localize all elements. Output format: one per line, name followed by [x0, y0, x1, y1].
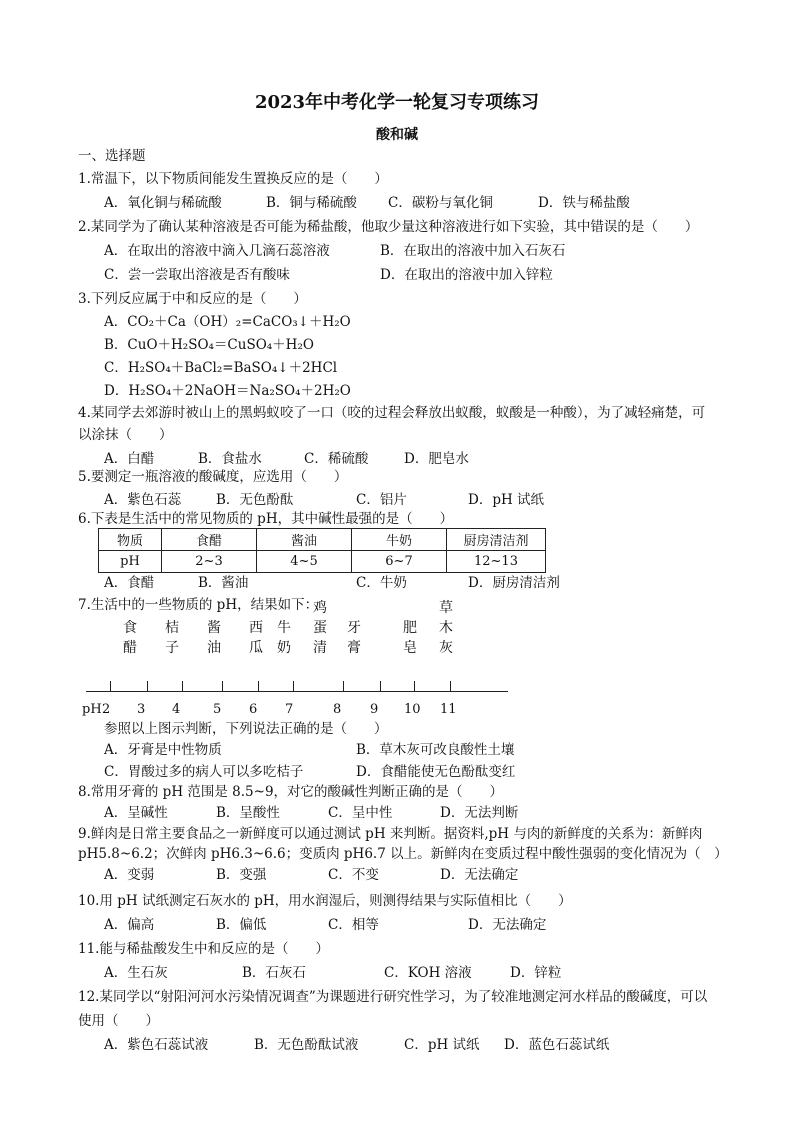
ph-scale-number: 10 — [404, 702, 421, 717]
q3-option-b: B．CuO＋H₂SO₄＝CuSO₄＋H₂O — [104, 337, 314, 353]
ph-scale-number: 4 — [172, 702, 181, 717]
question-4-stem-line1: 4.某同学去郊游时被山上的黑蚂蚁咬了一口（咬的过程会释放出蚁酸，蚁酸是一种酸），为了减轻痛楚，可 — [78, 405, 706, 421]
q10-option-d: D．无法确定 — [468, 917, 547, 933]
ph-item-label-watermelon: 西 — [249, 620, 263, 636]
question-12-stem-line1: 12.某同学以“射阳河河水污染情况调查”为课题进行研究性学习，为了较准地测定河水样品的酸碱度，可以 — [78, 989, 708, 1005]
question-11-stem: 11.能与稀盐酸发生中和反应的是（ ） — [78, 941, 329, 957]
q8-option-b: B．呈酸性 — [216, 805, 280, 821]
ph-table — [98, 528, 546, 573]
q8-option-c: C．呈中性 — [328, 805, 393, 821]
ph-item-label-orange: 桔 — [165, 620, 179, 636]
ph-scale-tick — [414, 681, 415, 691]
ph-scale-tick — [222, 681, 223, 691]
ph-table-cell: 酱油 — [257, 529, 352, 551]
ph-table-cell: 牛奶 — [352, 529, 447, 551]
ph-scale-tick — [258, 681, 259, 691]
ph-scale-tick — [343, 681, 344, 691]
ph-scale-tick — [147, 681, 148, 691]
ph-scale-tick — [380, 681, 381, 691]
ph-scale-number: 8 — [333, 702, 342, 717]
ph-item-label-egg-white: 鸡 — [313, 600, 327, 616]
ph-item-label-plant-ash: 草 — [439, 600, 453, 616]
q2-option-d: D．在取出的溶液中加入锌粒 — [380, 267, 553, 283]
q1-option-d: D．铁与稀盐酸 — [538, 195, 630, 211]
ph-item-label-vinegar: 醋 — [123, 640, 137, 656]
ph-table-cell: 4~5 — [257, 551, 352, 573]
ph-table-header-row — [99, 529, 546, 551]
q1-option-a: A．氧化铜与稀硫酸 — [104, 195, 222, 211]
ph-item-label-orange: 子 — [165, 640, 179, 656]
ph-table-cell: pH — [99, 551, 162, 573]
q5-option-a: A．紫色石蕊 — [104, 492, 182, 508]
question-12-stem-line2: 使用（ ） — [78, 1013, 159, 1029]
q12-option-b: B．无色酚酞试液 — [254, 1037, 359, 1053]
q9-option-d: D．无法确定 — [440, 867, 519, 883]
q5-option-c: C．铝片 — [356, 492, 407, 508]
ph-item-label-soy-sauce: 油 — [207, 640, 221, 656]
ph-item-label-soap: 肥 — [403, 620, 417, 636]
ph-scale-number: 5 — [213, 702, 222, 717]
q7-option-d: D．食醋能使无色酚酞变红 — [356, 764, 516, 780]
ph-item-label-soap: 皂 — [403, 640, 417, 656]
q4-option-a: A．白醋 — [104, 451, 155, 467]
q4-option-c: C．稀硫酸 — [304, 451, 369, 467]
ph-scale-tick — [450, 681, 451, 691]
q11-option-b: B．石灰石 — [242, 965, 306, 981]
ph-scale-number: 3 — [137, 702, 146, 717]
q5-option-b: B．无色酚酞 — [216, 492, 294, 508]
ph-item-label-milk: 牛 — [277, 620, 291, 636]
q8-option-a: A．呈碱性 — [104, 805, 168, 821]
ph-scale-tick — [182, 681, 183, 691]
q2-option-a: A．在取出的溶液中滴入几滴石蕊溶液 — [104, 243, 330, 259]
section-heading: 一、选择题 — [78, 148, 146, 164]
q12-option-a: A．紫色石蕊试液 — [104, 1037, 209, 1053]
ph-scale-prefix: pH — [82, 702, 102, 717]
ph-item-label-toothpaste: 牙 — [347, 620, 361, 636]
question-1-stem: 1.常温下，以下物质间能发生置换反应的是（ ） — [78, 171, 388, 187]
ph-item-label-plant-ash: 木 — [439, 620, 453, 636]
q7-option-a: A．牙膏是中性物质 — [104, 742, 222, 758]
q9-option-a: A．变弱 — [104, 867, 155, 883]
ph-table-value-row — [99, 551, 546, 573]
ph-table-cell: 2~3 — [162, 551, 257, 573]
question-5-stem: 5.要测定一瓶溶液的酸碱度，应选用（ ） — [78, 469, 348, 485]
ph-scale-tick — [293, 681, 294, 691]
q10-option-a: A．偏高 — [104, 917, 155, 933]
ph-table-cell: 6~7 — [352, 551, 447, 573]
q6-option-b: B．酱油 — [198, 575, 249, 591]
q3-option-c: C．H₂SO₄＋BaCl₂=BaSO₄↓＋2HCl — [104, 360, 338, 376]
q7-option-c: C．胃酸过多的病人可以多吃桔子 — [104, 764, 304, 780]
ph-item-label-milk: 奶 — [277, 640, 291, 656]
ph-table-cell: 厨房清洁剂 — [447, 529, 546, 551]
q10-option-b: B．偏低 — [216, 917, 267, 933]
q5-option-d: D．pH 试纸 — [468, 492, 545, 508]
ph-item-label-soy-sauce: 酱 — [207, 620, 221, 636]
q1-option-b: B．铜与稀硫酸 — [266, 195, 357, 211]
q10-option-c: C．相等 — [328, 917, 379, 933]
ph-table-cell: 物质 — [99, 529, 162, 551]
q3-option-d: D．H₂SO₄＋2NaOH＝Na₂SO₄＋2H₂O — [104, 383, 351, 399]
question-7-stem2: 参照以上图示判断，下列说法正确的是（ ） — [104, 721, 388, 737]
ph-scale-number: 11 — [440, 702, 457, 717]
q9-option-b: B．变强 — [216, 867, 267, 883]
question-10-stem: 10.用 pH 试纸测定石灰水的 pH，用水润湿后，则测得结果与实际值相比（ ） — [78, 893, 572, 909]
ph-table-cell: 食醋 — [162, 529, 257, 551]
q4-option-d: D．肥皂水 — [404, 451, 469, 467]
q8-option-d: D．无法判断 — [440, 805, 519, 821]
question-6-stem: 6.下表是生活中的常见物质的 pH，其中碱性最强的是（ ） — [78, 511, 454, 527]
ph-scale-number: 6 — [249, 702, 258, 717]
q6-option-a: A．食醋 — [104, 575, 155, 591]
q1-option-c: C．碳粉与氧化铜 — [388, 195, 493, 211]
ph-item-label-plant-ash: 灰 — [439, 640, 453, 656]
question-8-stem: 8.常用牙膏的 pH 范围是 8.5~9，对它的酸碱性判断正确的是（ ） — [78, 784, 504, 800]
ph-item-label-egg-white: 蛋 — [313, 620, 327, 636]
q6-option-d: D．厨房清洁剂 — [468, 575, 560, 591]
ph-scale-number: 2 — [102, 702, 111, 717]
ph-item-label-egg-white: 清 — [313, 640, 327, 656]
question-9-stem-line2: pH5.8~6.2；次鲜肉 pH6.3~6.6；变质肉 pH6.7 以上。新鲜肉在变质过程中酸性强弱的变化情况为（ ） — [78, 846, 728, 862]
q11-option-a: A．生石灰 — [104, 965, 168, 981]
question-7-stem: 7.生活中的一些物质的 pH，结果如下： — [78, 597, 319, 613]
q11-option-c: C．KOH 溶液 — [384, 965, 472, 981]
question-3-stem: 3.下列反应属于中和反应的是（ ） — [78, 291, 307, 307]
q2-option-b: B．在取出的溶液中加入石灰石 — [380, 243, 566, 259]
ph-table-cell: 12~13 — [447, 551, 546, 573]
q2-option-c: C．尝一尝取出溶液是否有酸味 — [104, 267, 290, 283]
question-4-stem-line2: 以涂抹（ ） — [78, 427, 173, 443]
ph-scale-number: 7 — [285, 702, 294, 717]
page-title: 2023年中考化学一轮复习专项练习 — [254, 92, 540, 113]
q7-option-b: B．草木灰可改良酸性土壤 — [356, 742, 515, 758]
q12-option-c: C．pH 试纸 — [404, 1037, 480, 1053]
question-2-stem: 2.某同学为了确认某种溶液是否可能为稀盐酸，他取少量这种溶液进行如下实验，其中错误的是（ ） — [78, 219, 699, 235]
q12-option-d: D．蓝色石蕊试纸 — [504, 1037, 610, 1053]
ph-item-label-toothpaste: 膏 — [347, 640, 361, 656]
page-subtitle: 酸和碱 — [376, 127, 418, 143]
q3-option-a: A．CO₂＋Ca（OH）₂=CaCO₃↓＋H₂O — [104, 314, 351, 330]
ph-item-label-vinegar: 食 — [123, 620, 137, 636]
question-9-stem-line1: 9.鲜肉是日常主要食品之一新鲜度可以通过测试 pH 来判断。据资料,pH 与肉的新鲜度的关系为：新鲜肉 — [78, 826, 703, 842]
q4-option-b: B．食盐水 — [198, 451, 262, 467]
ph-scale-tick — [110, 681, 111, 691]
ph-scale-number: 9 — [370, 702, 379, 717]
q11-option-d: D．锌粒 — [510, 965, 562, 981]
q6-option-c: C．牛奶 — [356, 575, 407, 591]
q9-option-c: C．不变 — [328, 867, 379, 883]
ph-scale-axis — [86, 691, 508, 692]
ph-item-label-watermelon: 瓜 — [249, 640, 263, 656]
